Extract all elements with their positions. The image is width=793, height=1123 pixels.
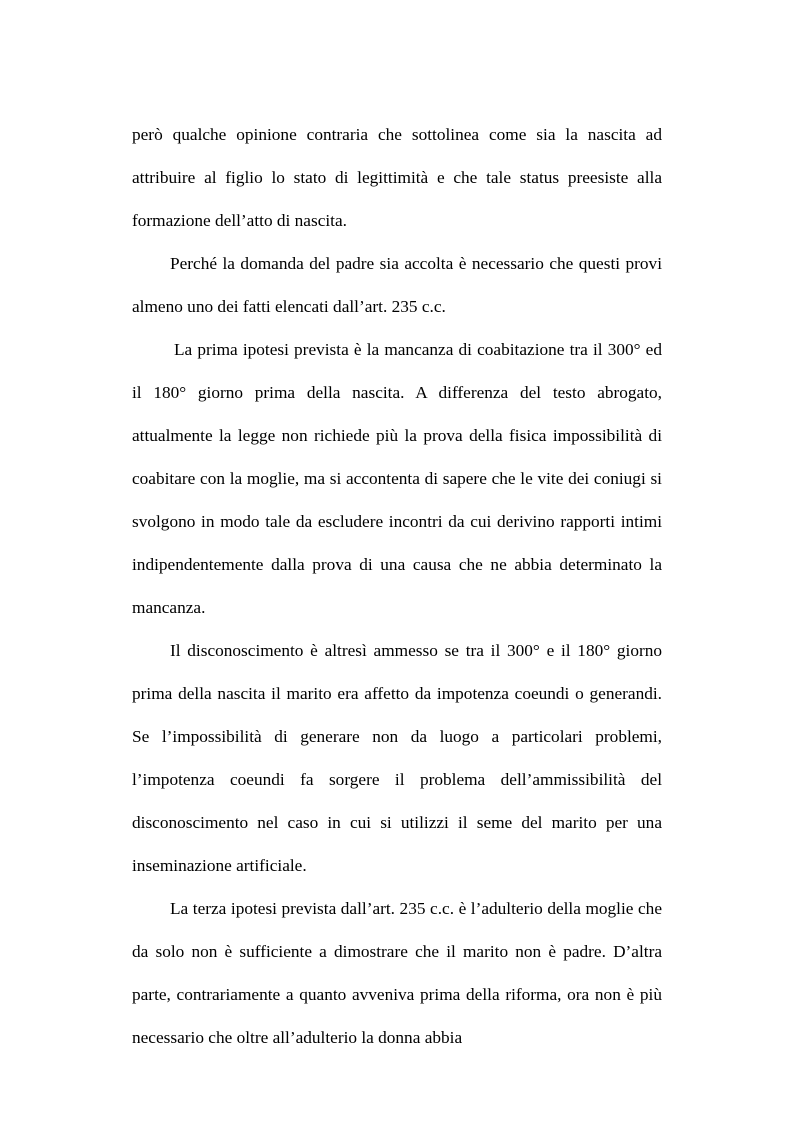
paragraph-third-hypothesis: La terza ipotesi prevista dall’art. 235 c.c. è l’adulterio della moglie che da solo non è sufficiente a dimostrare che il marito non è padre. D’altra parte, contrariamente a quanto avveniva prima della riforma, ora non è più necessario che oltre all’adulterio la donna abbia	[132, 899, 662, 1047]
paragraph-first-hypothesis: La prima ipotesi prevista è la mancanza di coabitazione tra il 300° ed il 180° giorno prima della nascita. A differenza del testo abrogato, attualmente la legge non richiede più la prova della fisica impossibilità di coabitare con la moglie, ma si accontenta di sapere che le vite dei coniugi si svolgono in modo tale da escludere incontri da cui derivino rapporti intimi indipendentemente dalla prova di una causa che ne abbia determinato la mancanza.	[132, 340, 662, 617]
body-text	[132, 113, 662, 1059]
paragraph-continuation: però qualche opinione contraria che sottolinea come sia la nascita ad attribuire al figlio lo stato di legittimità e che tale status preesiste alla formazione dell’atto di nascita.	[132, 125, 662, 230]
paragraph-requirements: Perché la domanda del padre sia accolta è necessario che questi provi almeno uno dei fatti elencati dall’art. 235 c.c.	[132, 254, 662, 316]
paragraph-second-hypothesis: Il disconoscimento è altresì ammesso se tra il 300° e il 180° giorno prima della nascita il marito era affetto da impotenza coeundi o generandi. Se l’impossibilità di generare non da luogo a particolari problemi, l’impotenza coeundi fa sorgere il problema dell’ammissibilità del disconoscimento nel caso in cui si utilizzi il seme del marito per una inseminazione artificiale.	[132, 641, 662, 875]
